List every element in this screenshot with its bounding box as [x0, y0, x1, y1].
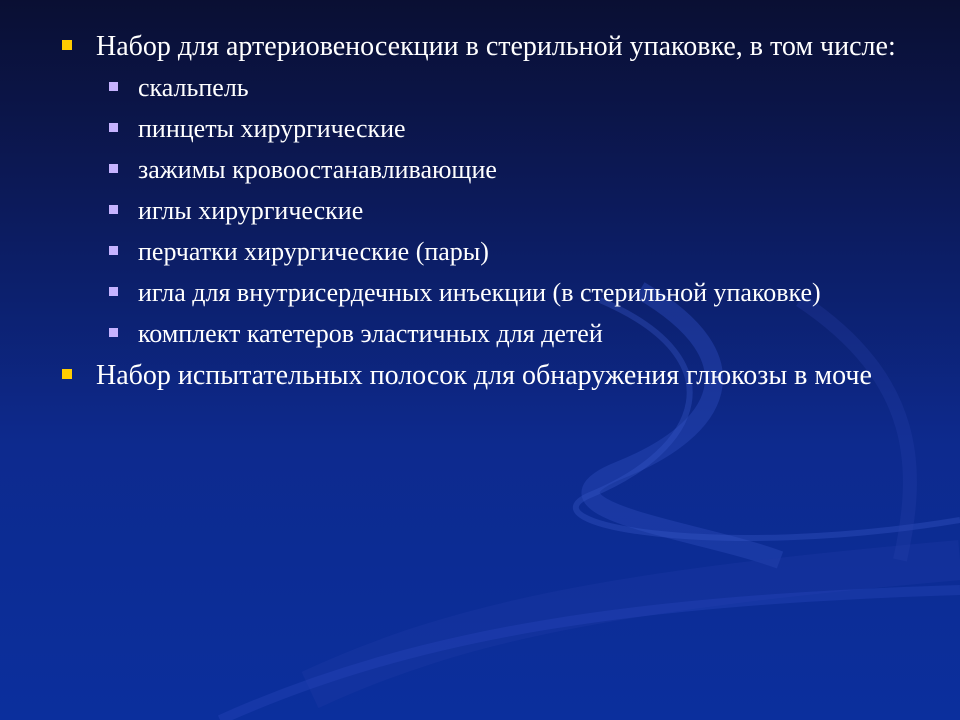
sub-bullet-item: [96, 113, 920, 145]
sub-bullet-text: игла для внутрисердечных инъекции (в стерильной упаковке): [138, 278, 821, 307]
sub-bullet-item: [96, 318, 920, 350]
sub-bullet-text: пинцеты хирургические: [138, 114, 406, 143]
bullet-item-instrument-kit: [60, 30, 920, 350]
lilac-square-bullet-icon: [109, 123, 118, 132]
yellow-square-bullet-icon: [62, 369, 72, 379]
sub-bullet-item: [96, 195, 920, 227]
sub-bullet-item: [96, 72, 920, 104]
sub-bullet-item: [96, 277, 920, 309]
yellow-square-bullet-icon: [62, 40, 72, 50]
lilac-square-bullet-icon: [109, 82, 118, 91]
bullet-text: Набор испытательных полосок для обнаружения глюкозы в моче: [96, 360, 872, 391]
sub-bullet-item: [96, 236, 920, 268]
lilac-square-bullet-icon: [109, 164, 118, 173]
lilac-square-bullet-icon: [109, 287, 118, 296]
lilac-square-bullet-icon: [109, 205, 118, 214]
sub-bullet-text: комплект катетеров эластичных для детей: [138, 319, 603, 348]
sub-bullet-item: [96, 154, 920, 186]
lilac-square-bullet-icon: [109, 246, 118, 255]
bullet-list: [60, 30, 920, 393]
slide-content: [60, 30, 920, 399]
sub-bullet-text: иглы хирургические: [138, 196, 364, 225]
bullet-text: Набор для артериовеносекции в стерильной упаковке, в том числе:: [96, 31, 896, 62]
lilac-square-bullet-icon: [109, 328, 118, 337]
sub-bullet-text: зажимы кровоостанавливающие: [138, 155, 497, 184]
sub-bullet-list: [96, 72, 920, 350]
bullet-item-glucose-strips: [60, 359, 920, 393]
sub-bullet-text: перчатки хирургические (пары): [138, 237, 489, 266]
sub-bullet-text: скальпель: [138, 73, 249, 102]
